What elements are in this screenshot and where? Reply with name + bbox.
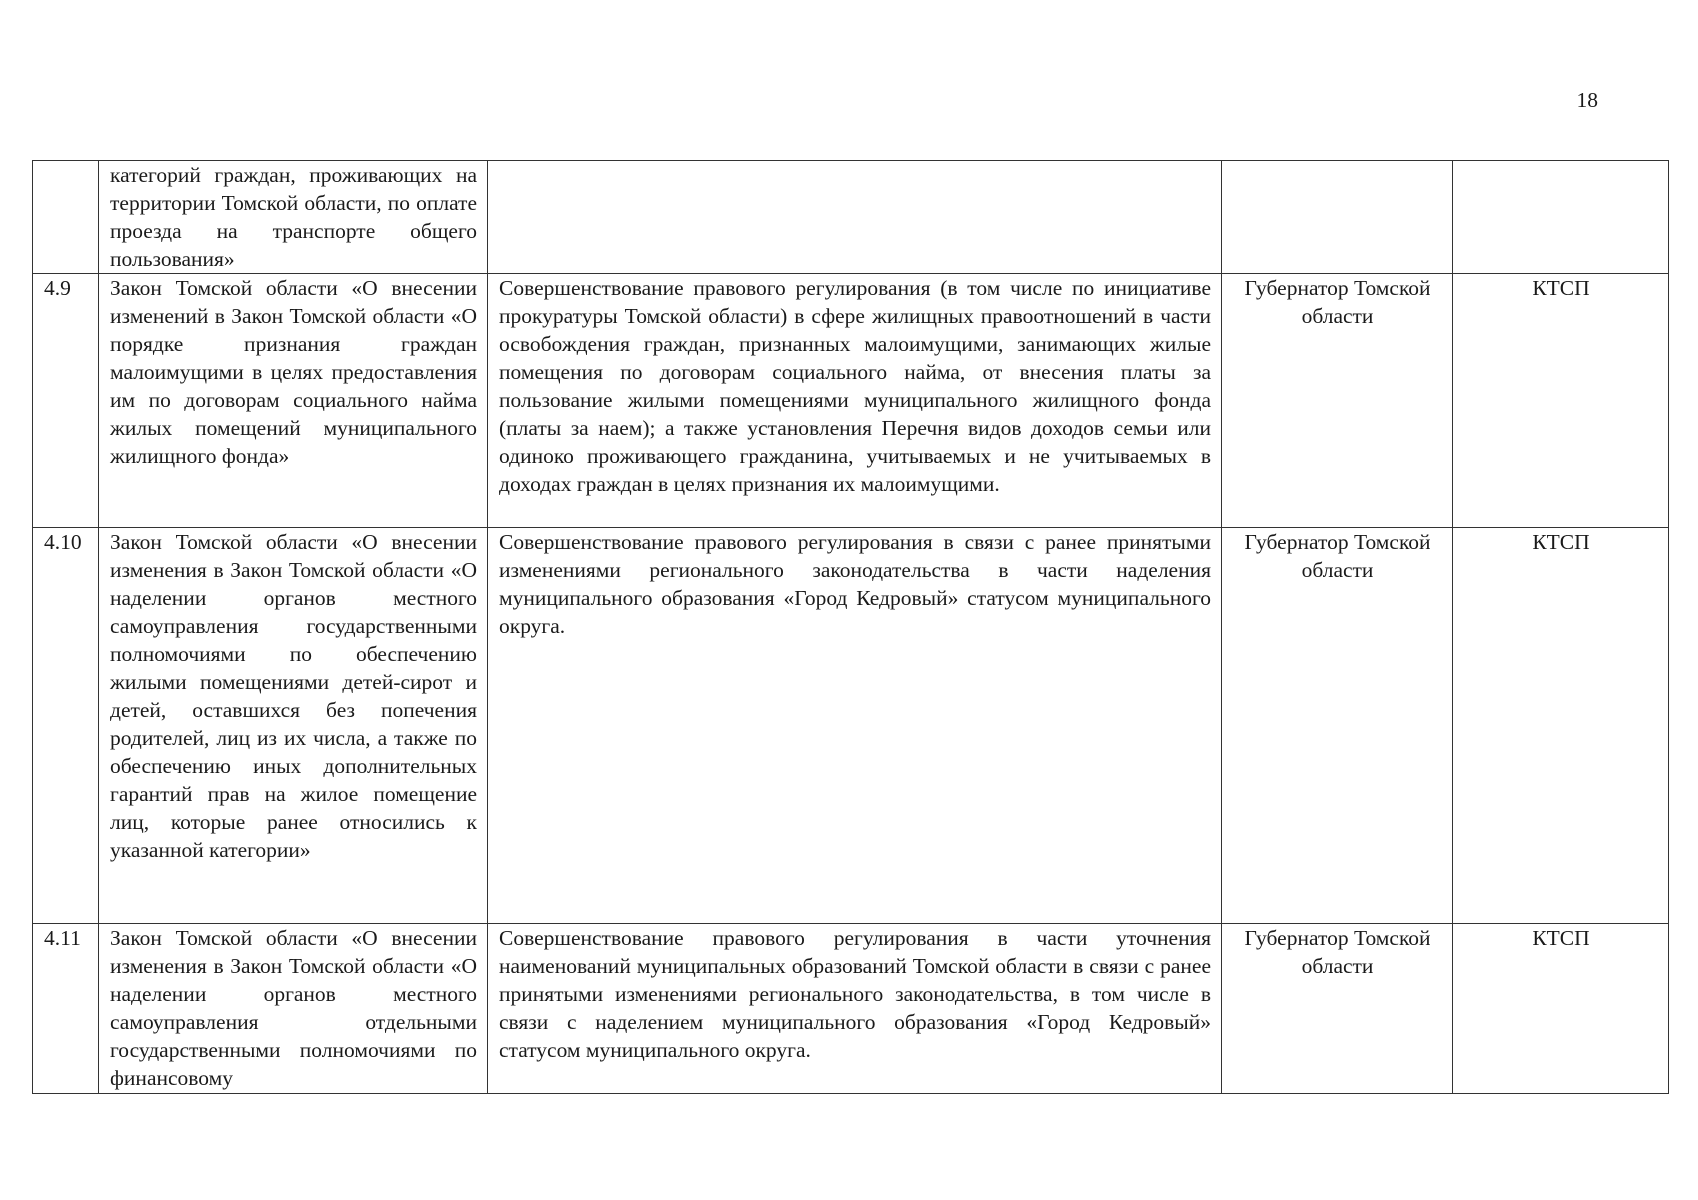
row-number-cell (33, 161, 99, 274)
row-number-cell: 4.9 (33, 274, 99, 528)
description-cell: Совершенствование правового регулирования в части уточнения наименований муниципальных образований Томской области в связи с ранее принятыми изменениями регионального законодательства, в том числе в связи с наделением муниципального образования «Город Кедровый» статусом муниципального округа. (488, 924, 1222, 1094)
table-row (33, 924, 1669, 1094)
committee-cell: КТСП (1453, 274, 1669, 528)
initiator-cell: Губернатор Томской области (1222, 274, 1453, 528)
table-row (33, 161, 1669, 274)
description-cell: Совершенствование правового регулирования в связи с ранее принятыми изменениями регионального законодательства в части наделения муниципального образования «Город Кедровый» статусом муниципального округа. (488, 528, 1222, 924)
law-title-cell: Закон Томской области «О внесении изменений в Закон Томской области «О порядке признания граждан малоимущими в целях предоставления им по договорам социального найма жилых помещений муниципального жилищного фонда» (99, 274, 488, 528)
initiator-cell (1222, 161, 1453, 274)
initiator-cell: Губернатор Томской области (1222, 528, 1453, 924)
legislation-plan-table (32, 160, 1669, 1094)
committee-cell: КТСП (1453, 528, 1669, 924)
table-row (33, 528, 1669, 924)
initiator-cell: Губернатор Томской области (1222, 924, 1453, 1094)
law-title-cell: категорий граждан, проживающих на территории Томской области, по оплате проезда на транспорте общего пользования» (99, 161, 488, 274)
committee-cell (1453, 161, 1669, 274)
table-row (33, 274, 1669, 528)
description-cell (488, 161, 1222, 274)
committee-cell: КТСП (1453, 924, 1669, 1094)
row-number-cell: 4.11 (33, 924, 99, 1094)
row-number-cell: 4.10 (33, 528, 99, 924)
law-title-cell: Закон Томской области «О внесении изменения в Закон Томской области «О наделении органов местного самоуправления отдельными государственными полномочиями по финансовому (99, 924, 488, 1094)
description-cell: Совершенствование правового регулирования (в том числе по инициативе прокуратуры Томской области) в сфере жилищных правоотношений в части освобождения граждан, признанных малоимущими, занимающих жилые помещения по договорам социального найма, от внесения платы за пользование жилыми помещениями муниципального жилищного фонда (платы за наем); а также установления Перечня видов доходов семьи или одиноко проживающего гражданина, учитываемых и не учитываемых в доходах граждан в целях признания их малоимущими. (488, 274, 1222, 528)
law-title-cell: Закон Томской области «О внесении изменения в Закон Томской области «О наделении органов местного самоуправления государственными полномочиями по обеспечению жилыми помещениями детей-сирот и детей, оставшихся без попечения родителей, лиц из их числа, а также по обеспечению иных дополнительных гарантий прав на жилое помещение лиц, которые ранее относились к указанной категории» (99, 528, 488, 924)
page-number: 18 (1576, 88, 1598, 112)
